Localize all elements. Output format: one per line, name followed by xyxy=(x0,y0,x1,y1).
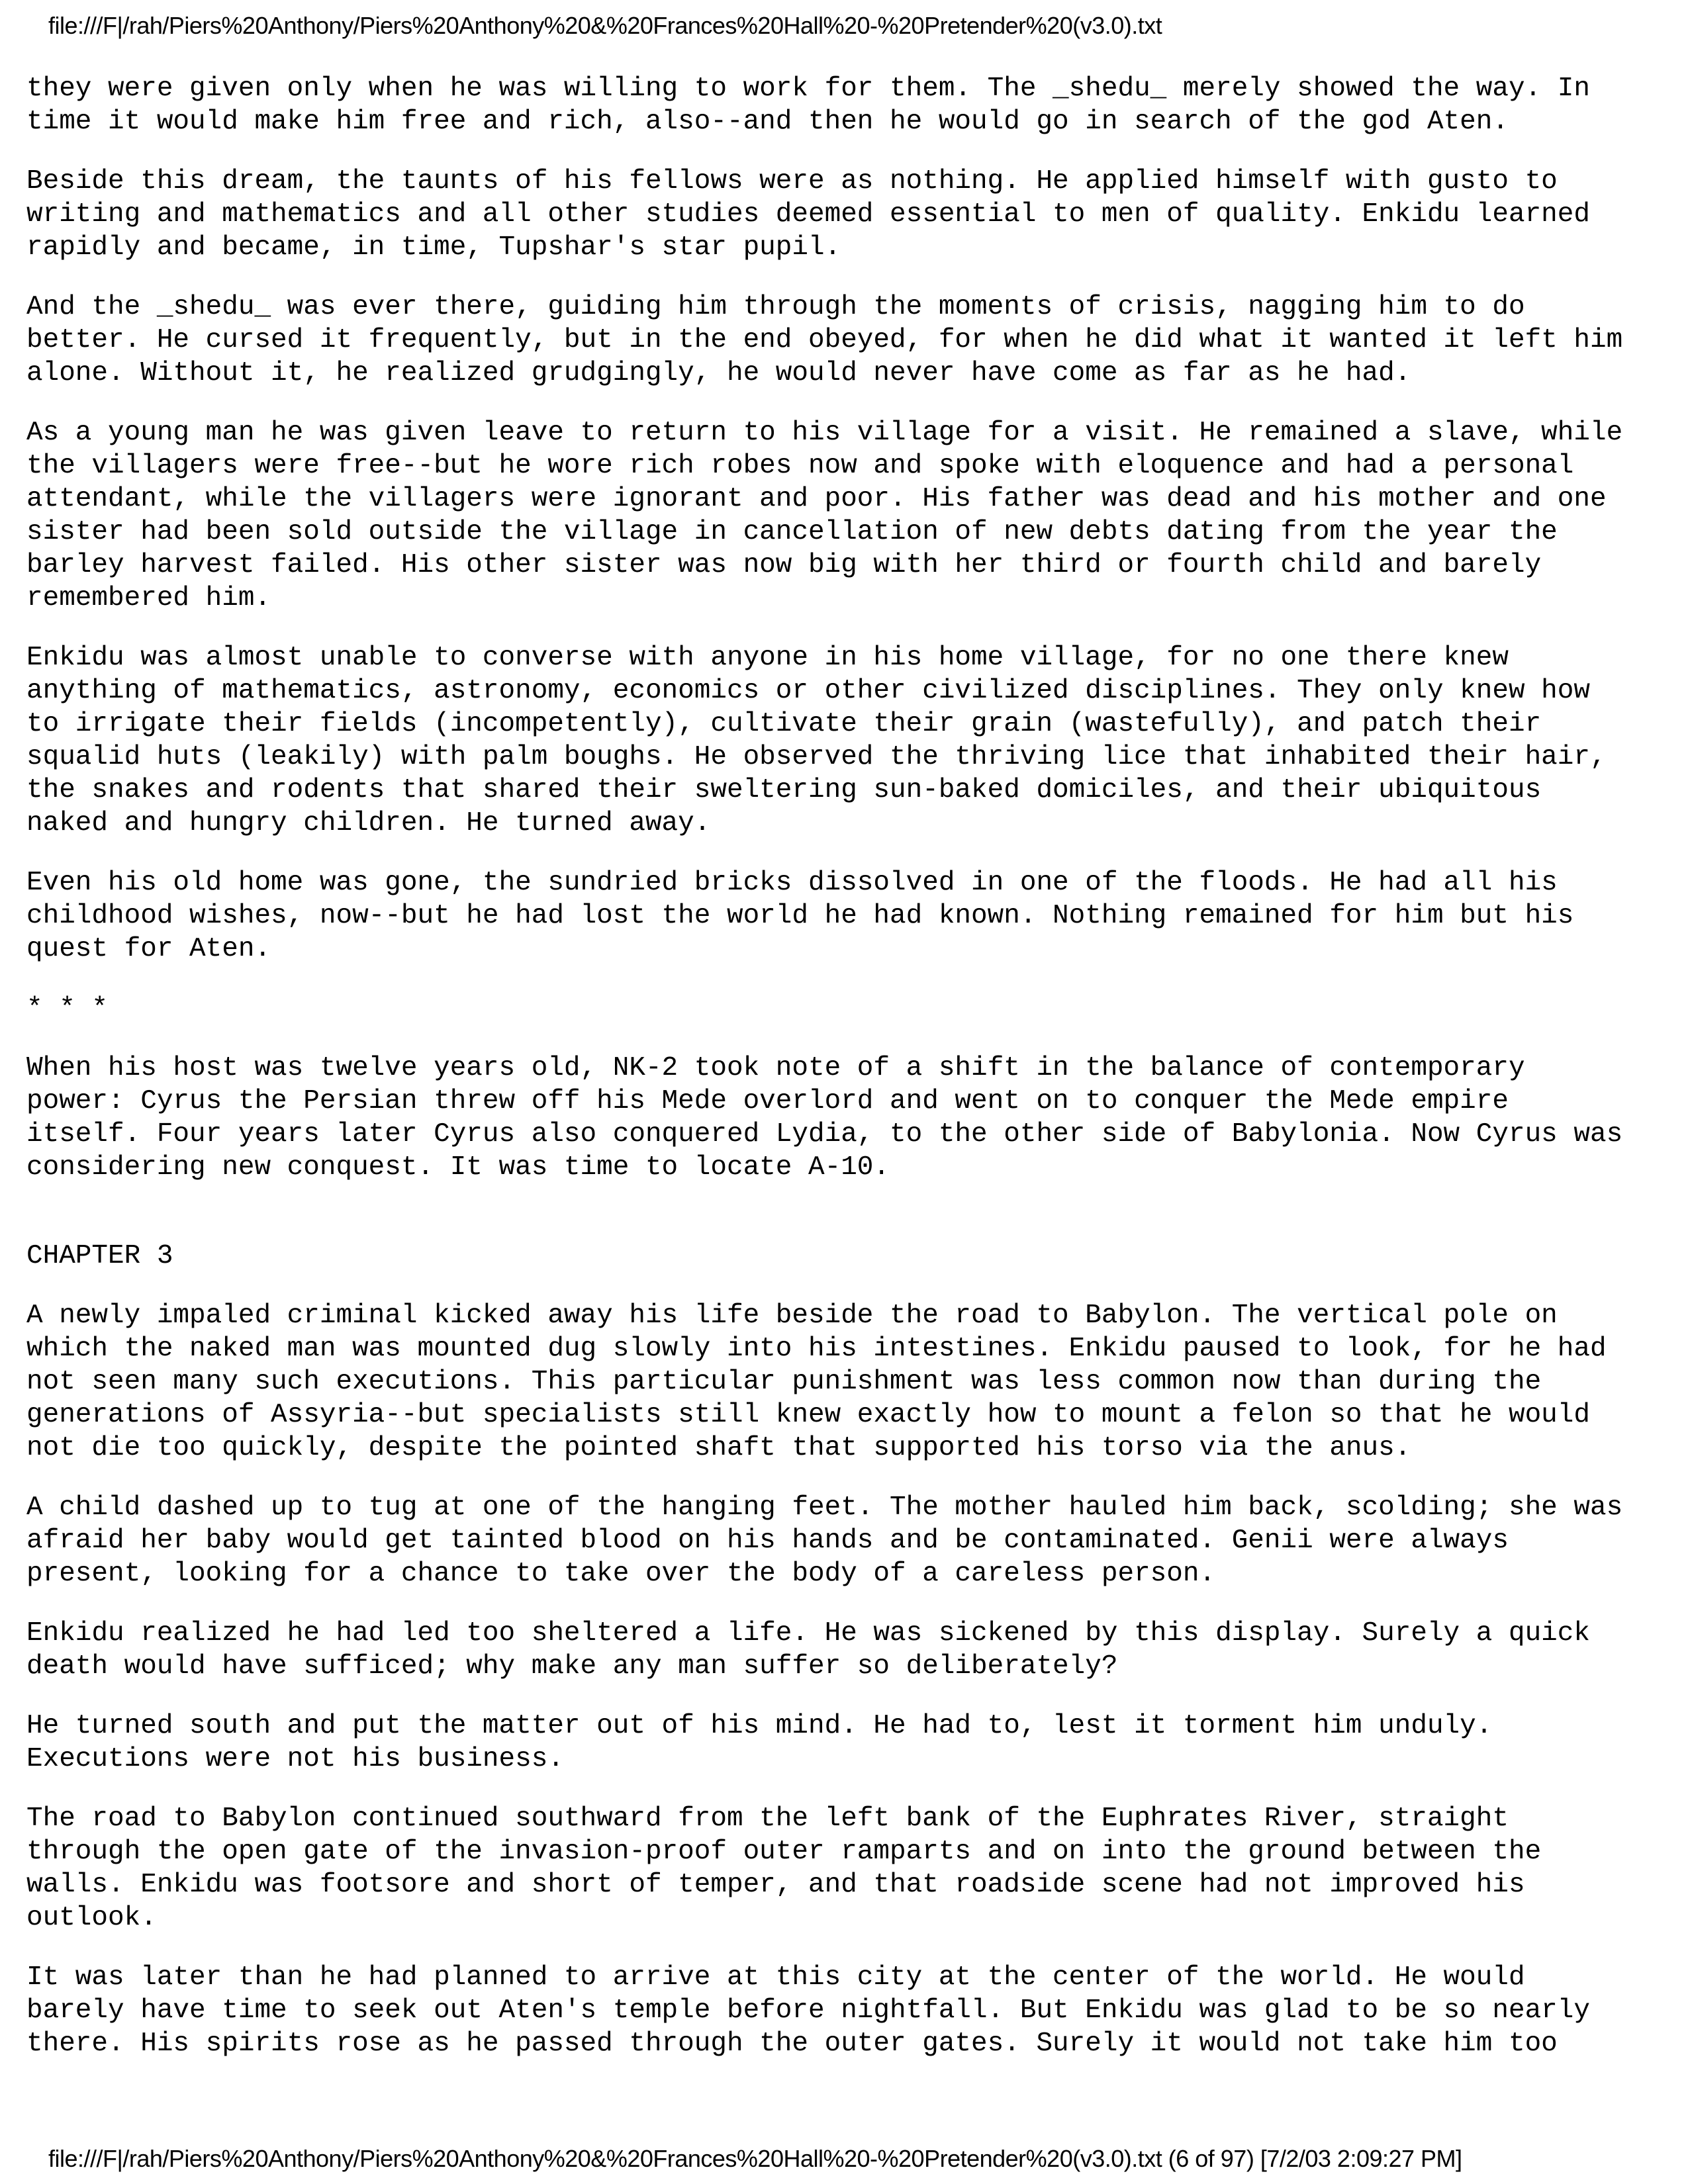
paragraph: Enkidu was almost unable to converse with anyone in his home village, for no one there knew anything of mathematics, astronomy, economics or other civilized disciplines. They only knew how to irrigate their fields (incompetently), cultivate their grain (wastefully), and patch their squalid huts (leakily) with palm boughs. He observed the thriving lice that inhabited their hair, the snakes and rodents that shared their sweltering sun-baked domiciles, and their ubiquitous naked and hungry children. He turned away. xyxy=(26,643,1607,839)
paragraph: Enkidu realized he had led too sheltered a life. He was sickened by this display. Surely a quick death would have sufficed; why make any man suffer so deliberately? xyxy=(26,1618,1590,1682)
paragraph: A newly impaled criminal kicked away his life beside the road to Babylon. The vertical pole on which the naked man was mounted dug slowly into his intestines. Enkidu paused to look, for he had not seen many such executions. This particular punishment was less common now than during the generations of Assyria--but specialists still knew exactly how to mount a felon so that he would not die too quickly, despite the pointed shaft that supported his torso via the anus. xyxy=(26,1300,1607,1463)
paragraph: Beside this dream, the taunts of his fellows were as nothing. He applied himself with gusto to writing and mathematics and all other studies deemed essential to men of quality. Enkidu learned rapidly and became, in time, Tupshar's star pupil. xyxy=(26,166,1590,263)
paragraph: It was later than he had planned to arrive at this city at the center of the world. He would barely have time to seek out Aten's temple before nightfall. But Enkidu was glad to be so nearly there. His spirits rose as he passed through the outer gates. Surely it would not take him too xyxy=(26,1962,1590,2059)
paragraph: A child dashed up to tug at one of the hanging feet. The mother hauled him back, scolding; she was afraid her baby would get tainted blood on his hands and be contaminated. Genii were always present, looking for a chance to take over the body of a careless person. xyxy=(26,1492,1623,1589)
paragraph: When his host was twelve years old, NK-2 took note of a shift in the balance of contemporary power: Cyrus the Persian threw off his Mede overlord and went on to conquer the Mede empire itself. Four years later Cyrus also conquered Lydia, to the other side of Babylonia. Now Cyrus was considering new conquest. It was time to locate A-10. xyxy=(26,1053,1623,1183)
paragraph: Even his old home was gone, the sundried bricks dissolved in one of the floods. He had all his childhood wishes, now--but he had lost the world he had known. Nothing remained for him but his quest for Aten. xyxy=(26,868,1574,964)
paragraph: The road to Babylon continued southward from the left bank of the Euphrates River, straight through the open gate of the invasion-proof outer ramparts and on into the ground between the walls. Enkidu was footsore and short of temper, and that roadside scene had not improved his outlook. xyxy=(26,1803,1542,1933)
paragraph: And the _shedu_ was ever there, guiding him through the moments of crisis, nagging him to do better. He cursed it frequently, but in the end obeyed, for when he did what it wanted it left him alone. Without it, he realized grudgingly, he would never have come as far as he had. xyxy=(26,292,1623,388)
page-header-path: file:///F|/rah/Piers%20Anthony/Piers%20Anthony%20&%20Frances%20Hall%20-%20Pretender%20(v3.0).txt xyxy=(48,12,1162,39)
paragraph: they were given only when he was willing to work for them. The _shedu_ merely showed the way. In time it would make him free and rich, also--and then he would go in search of the god Aten. xyxy=(26,73,1590,137)
paragraph: He turned south and put the matter out of his mind. He had to, lest it torment him unduly. Executions were not his business. xyxy=(26,1711,1493,1774)
paragraph: As a young man he was given leave to return to his village for a visit. He remained a slave, while the villagers were free--but he wore rich robes now and spoke with eloquence and had a personal attendant, while the villagers were ignorant and poor. His father was dead and his mother and one sister had been sold outside the village in cancellation of new debts dating from the year the barley harvest failed. His other sister was now big with her third or fourth child and barely remembered him. xyxy=(26,418,1623,614)
chapter-heading: CHAPTER 3 xyxy=(26,1241,173,1271)
document-body xyxy=(26,72,1668,2087)
page-footer: file:///F|/rah/Piers%20Anthony/Piers%20Anthony%20&%20Frances%20Hall%20-%20Pretender%20(v3.0).txt (6 of 97) [7/2/03 2:09:27 PM] xyxy=(48,2145,1462,2172)
section-break: * * * xyxy=(26,993,109,1024)
